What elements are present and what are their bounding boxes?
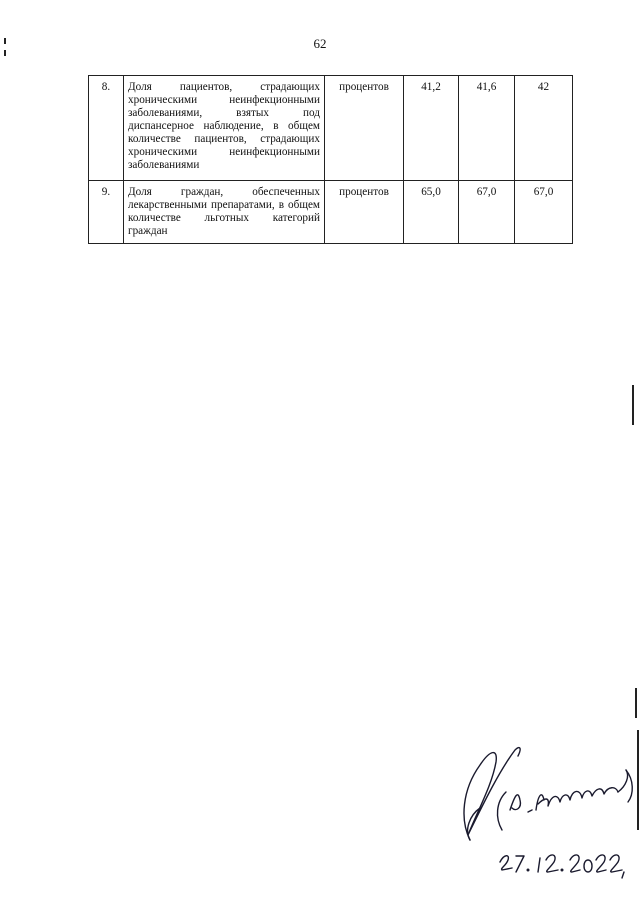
table-row [89, 76, 573, 181]
value-cell: 42 [515, 76, 573, 181]
unit-cell: процентов [325, 76, 404, 181]
indicator-description: Доля граждан, обеспеченных лекарственными препаратами, в общем количестве льготных категорий граждан [124, 181, 325, 244]
row-number: 8. [89, 76, 124, 181]
unit-cell: процентов [325, 181, 404, 244]
indicator-description: Доля пациентов, страдающих хроническими неинфекционными заболеваниями, взятых под диспансерное наблюдение, в общем количестве пациентов, страдающих хроническими неинфекционными заболеваниями [124, 76, 325, 181]
value-cell: 65,0 [404, 181, 459, 244]
scan-mark [4, 38, 6, 44]
page-number: 62 [313, 36, 327, 51]
handwritten-signature [440, 690, 640, 880]
value-cell: 67,0 [515, 181, 573, 244]
row-number: 9. [89, 181, 124, 244]
value-cell: 67,0 [459, 181, 515, 244]
scan-mark [632, 385, 634, 425]
value-cell: 41,2 [404, 76, 459, 181]
value-cell: 41,6 [459, 76, 515, 181]
scan-mark [4, 50, 6, 56]
table-row [89, 181, 573, 244]
indicator-table [88, 75, 573, 244]
